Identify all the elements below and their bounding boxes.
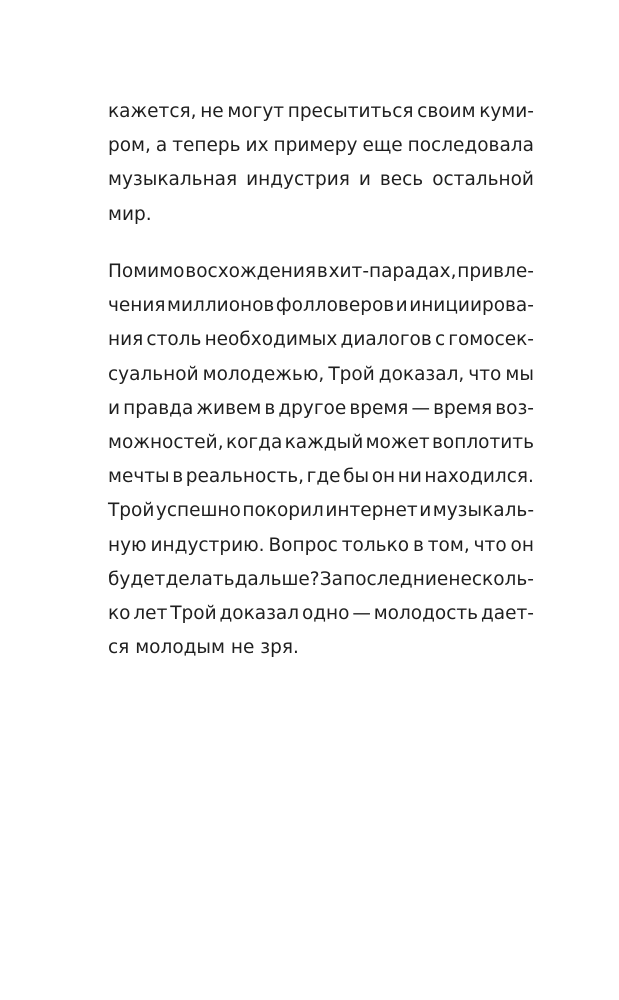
text-line	[108, 255, 534, 289]
text-line	[108, 129, 534, 163]
word: привле-	[457, 261, 534, 282]
text-line	[108, 426, 534, 460]
word: несколь-	[448, 568, 534, 590]
word: миллионов	[167, 295, 275, 317]
word: что	[468, 363, 502, 385]
text-line	[108, 358, 534, 392]
word: ся	[108, 637, 130, 659]
text-line	[108, 289, 534, 323]
word: что	[473, 534, 507, 556]
word: последовала	[407, 135, 534, 157]
word: время	[349, 397, 409, 419]
word: не	[200, 101, 224, 122]
word: где	[306, 466, 341, 488]
word: Трой	[328, 363, 375, 385]
word: и	[419, 500, 432, 522]
word: мы	[505, 363, 534, 385]
word: а	[155, 135, 168, 157]
word: Вопрос	[268, 534, 338, 556]
text-line	[108, 95, 534, 129]
word: восхождения	[185, 261, 317, 282]
word: можностей,	[108, 431, 224, 453]
text-line	[108, 597, 534, 631]
word: дальше?	[234, 568, 320, 590]
word: в	[412, 534, 424, 556]
word: и	[358, 169, 371, 191]
word: хит-парадах,	[328, 261, 457, 282]
word: дает-	[480, 602, 534, 624]
word: остальной	[432, 169, 534, 191]
text-line	[108, 323, 534, 357]
text-line	[108, 460, 534, 494]
word: пресытиться	[287, 101, 414, 122]
word: доказал	[219, 602, 300, 624]
word: воз-	[495, 397, 534, 419]
word: ния	[108, 329, 144, 351]
word: зря.	[260, 637, 299, 659]
paragraph-1	[108, 95, 534, 232]
word: чения	[108, 295, 166, 317]
word: и	[108, 397, 121, 419]
word: другое	[278, 397, 347, 419]
word: индустрию.	[150, 534, 265, 556]
word: Помимо	[108, 261, 185, 282]
word: интернет	[325, 500, 418, 522]
text-line	[108, 563, 534, 597]
word: живем	[196, 397, 262, 419]
word: реальность,	[185, 466, 305, 488]
text-line	[108, 494, 534, 528]
word: куми-	[479, 101, 534, 122]
word: диалогов	[340, 329, 432, 351]
word: когда	[225, 431, 283, 453]
word: ко	[108, 602, 131, 624]
word: не	[230, 637, 255, 659]
word: необходимых	[204, 329, 338, 351]
word: он	[371, 466, 396, 488]
word: в	[316, 261, 328, 282]
word: правда	[123, 397, 194, 419]
word: успешно	[155, 500, 241, 522]
text-line	[108, 163, 534, 197]
word: За	[319, 568, 343, 590]
word: фолловеров	[275, 295, 395, 317]
text-line	[108, 631, 534, 665]
word: и	[395, 295, 408, 317]
word: своим	[417, 101, 476, 122]
word: время	[433, 397, 493, 419]
word: ром,	[108, 135, 151, 157]
word: молодым	[135, 637, 225, 659]
word: только	[341, 534, 410, 556]
word: с	[434, 329, 446, 351]
word: ную	[108, 534, 147, 556]
word: доказал,	[378, 363, 465, 385]
word: могут	[227, 101, 285, 122]
word: индустрия	[246, 169, 350, 191]
text-line	[108, 529, 534, 563]
word: ни	[397, 466, 422, 488]
word: столь	[146, 329, 202, 351]
text-line	[108, 392, 534, 426]
word: может	[365, 431, 430, 453]
word: одно	[301, 602, 350, 624]
paragraph-2	[108, 255, 534, 665]
word: кажется,	[108, 101, 197, 122]
word: суальной	[108, 363, 199, 385]
word: покорил	[242, 500, 324, 522]
text-line	[108, 198, 534, 232]
word: лет	[133, 602, 168, 624]
word: музыкаль-	[432, 500, 534, 522]
word: гомосек-	[448, 329, 534, 351]
word: Трой	[170, 602, 217, 624]
word: он	[510, 534, 534, 556]
word: еще	[362, 135, 403, 157]
word: том,	[427, 534, 470, 556]
word: —	[411, 397, 430, 419]
word: молодежью,	[202, 363, 325, 385]
word: делать	[165, 568, 235, 590]
word: воплотить	[432, 431, 534, 453]
word: молодость	[373, 602, 479, 624]
word: бы	[343, 466, 370, 488]
word: будет	[108, 568, 166, 590]
word: последние	[343, 568, 449, 590]
word: примеру	[273, 135, 358, 157]
word: Трой	[108, 500, 155, 522]
word: их	[245, 135, 269, 157]
word: —	[352, 602, 371, 624]
word: теперь	[172, 135, 241, 157]
word: мечты	[108, 466, 170, 488]
word: в	[172, 466, 184, 488]
word: каждый	[284, 431, 364, 453]
word: мир.	[108, 203, 152, 225]
word: весь	[379, 169, 424, 191]
word: находился.	[424, 466, 534, 488]
word: музыкальная	[108, 169, 238, 191]
word: в	[264, 397, 276, 419]
word: инициирова-	[409, 295, 534, 317]
